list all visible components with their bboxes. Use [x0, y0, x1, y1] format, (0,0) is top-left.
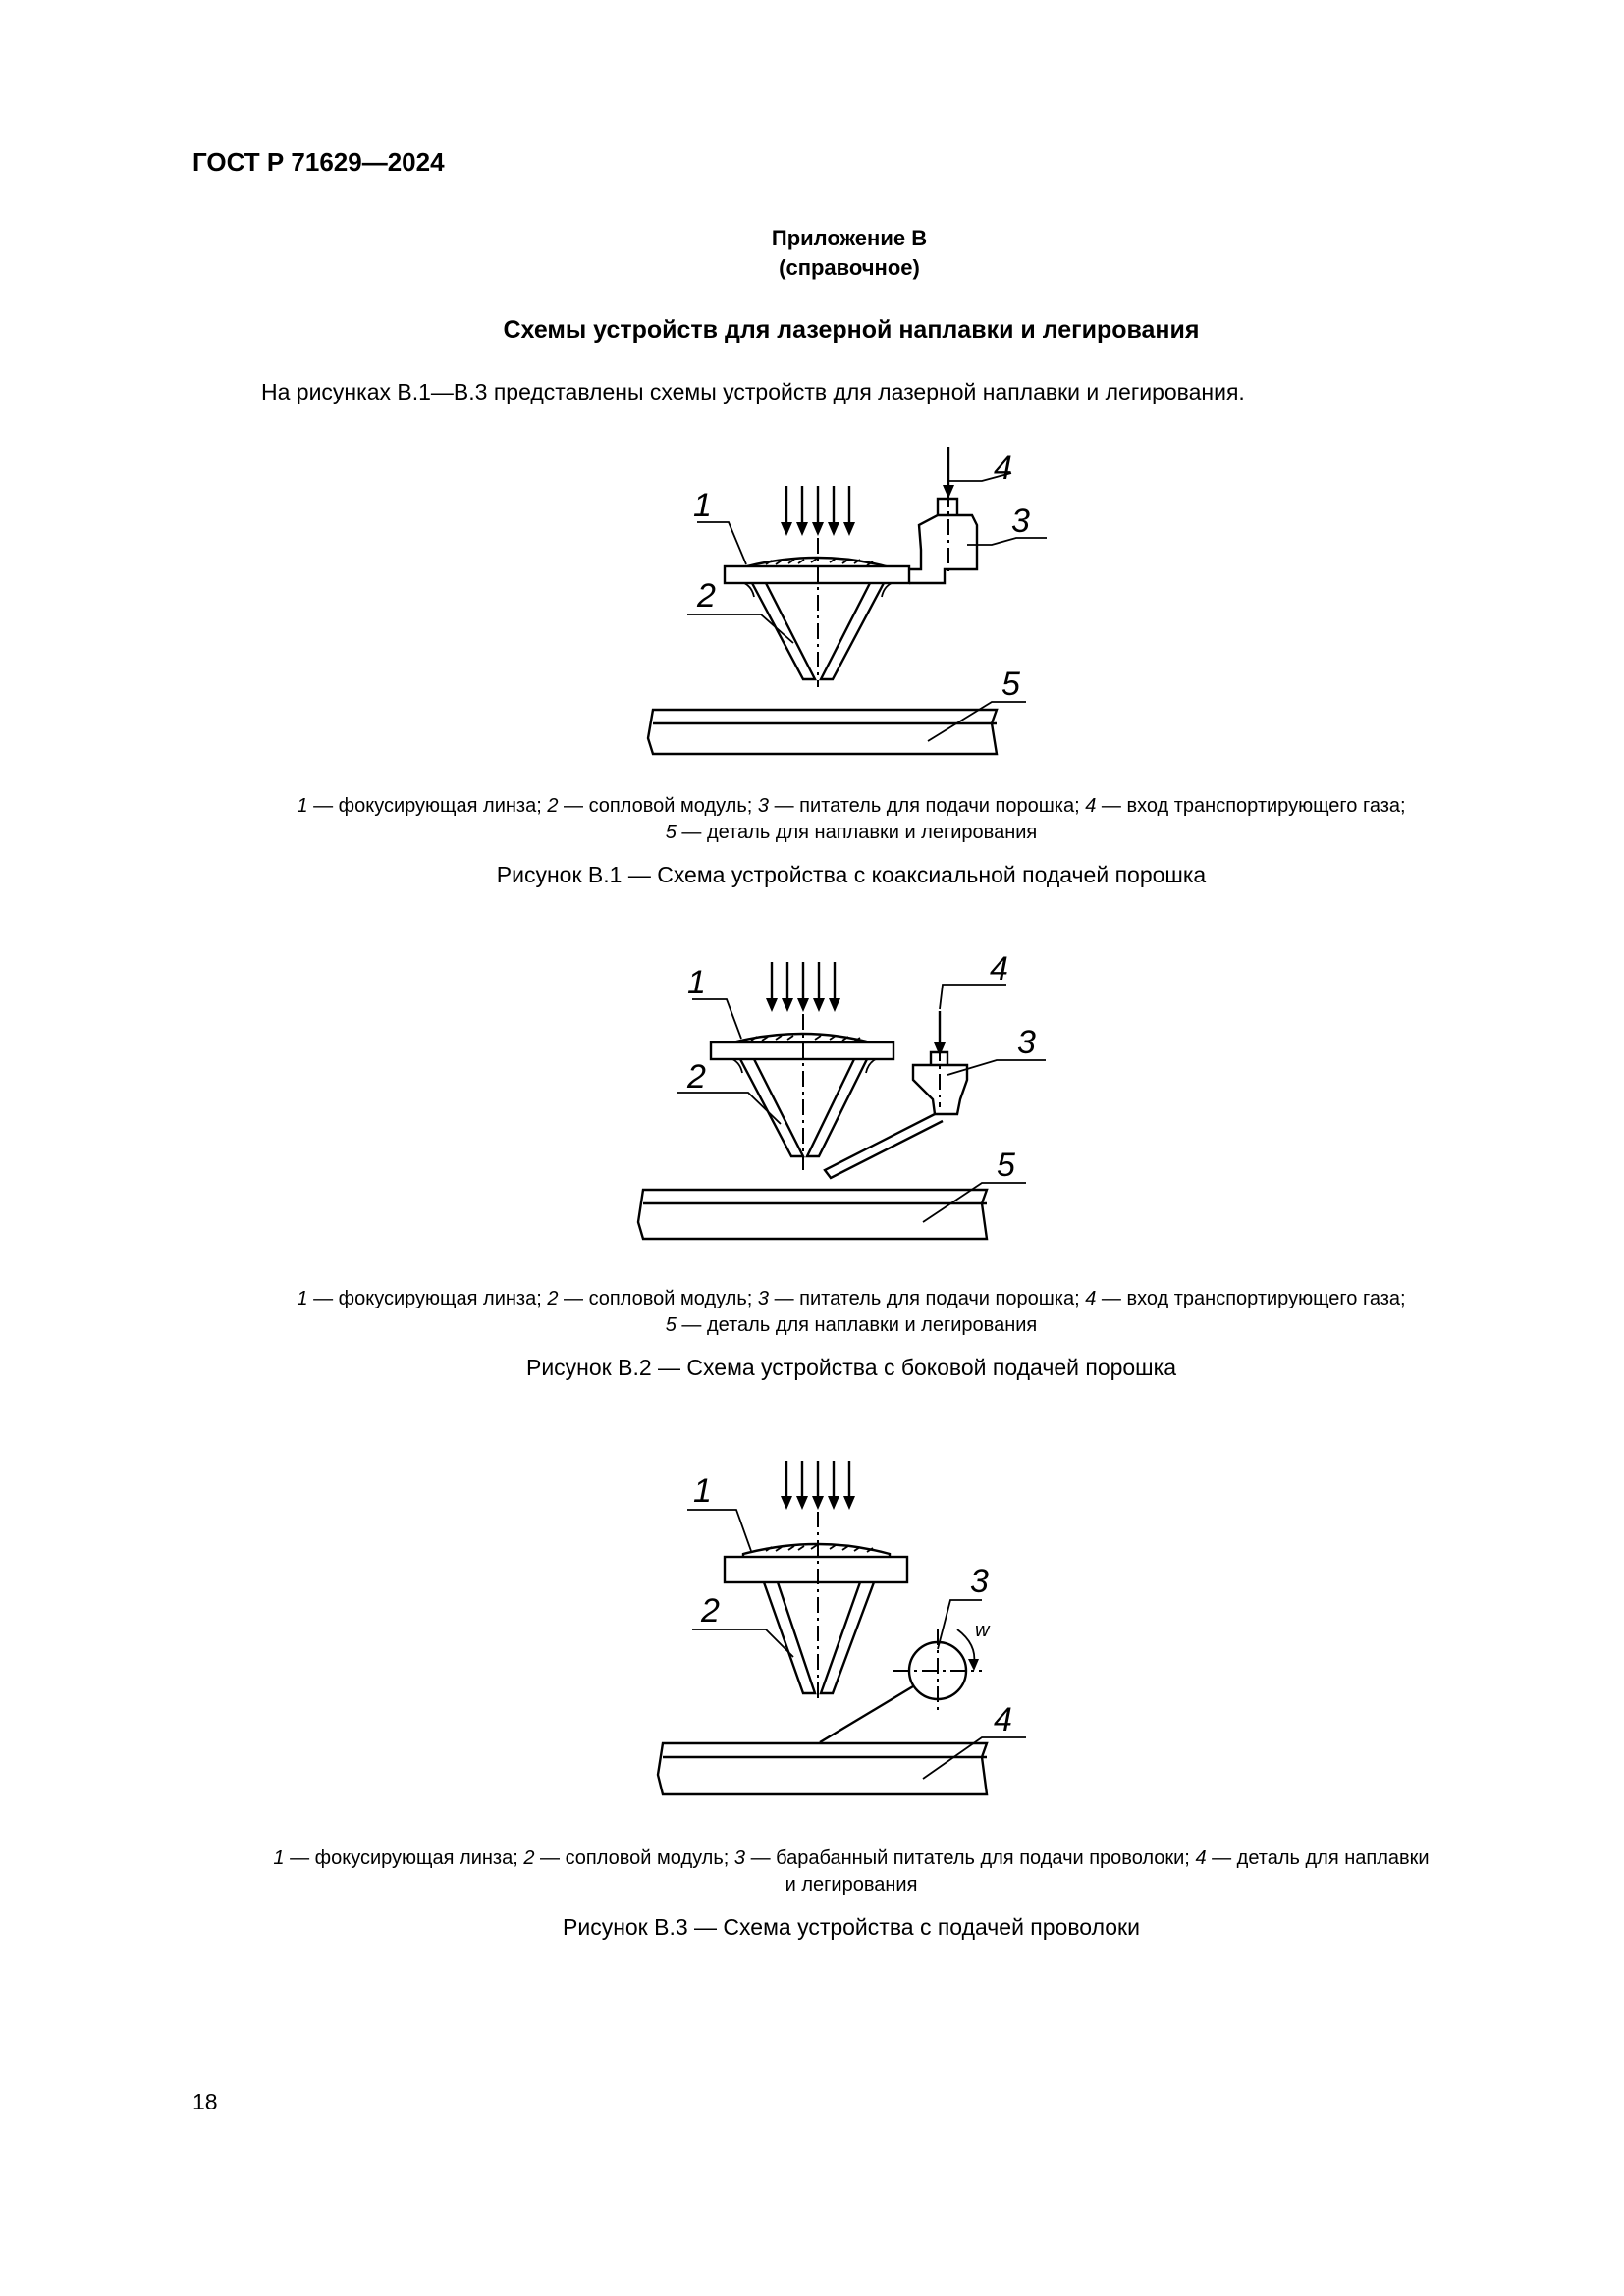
figure-3-legend: 1 — фокусирующая линза; 2 — сопловой модуль; 3 — барабанный питатель для подачи проволоки; 4 — деталь для наплавки и легирования — [273, 1847, 1430, 1896]
fig1-label-3: 3 — [1011, 503, 1030, 540]
page-number: 18 — [192, 2089, 218, 2114]
figure-1-legend: 1 — фокусирующая линза; 2 — сопловой модуль; 3 — питатель для подачи порошка; 4 — вход транспортирующего газа; 5 — деталь для наплавки и легирования — [297, 795, 1406, 843]
section-title: Схемы устройств для лазерной наплавки и легирования — [503, 316, 1200, 344]
wire — [820, 1686, 913, 1742]
fig3-label-w: w — [975, 1620, 990, 1641]
laser-beam-arrows — [781, 1461, 855, 1510]
appendix-title: Приложение В — [771, 226, 928, 250]
fig3-label-4: 4 — [994, 1701, 1012, 1738]
figure-3-caption: Рисунок В.3 — Схема устройства с подачей проволоки — [563, 1914, 1140, 1940]
fig1-label-5: 5 — [1001, 666, 1020, 703]
figure-1-caption: Рисунок В.1 — Схема устройства с коаксиальной подачей порошка — [496, 862, 1207, 887]
fig1-label-2: 2 — [697, 577, 716, 614]
nozzle-flange — [725, 1557, 907, 1582]
fig2-label-3: 3 — [1017, 1024, 1036, 1061]
fig1-label-1: 1 — [693, 487, 712, 524]
appendix-subtitle: (справочное) — [779, 255, 920, 280]
fig2-label-4: 4 — [990, 950, 1008, 988]
figure-2-caption: Рисунок В.2 — Схема устройства с боковой подачей порошка — [525, 1355, 1176, 1380]
figure-2-legend: 1 — фокусирующая линза; 2 — сопловой модуль; 3 — питатель для подачи порошка; 4 — вход транспортирующего газа; 5 — деталь для наплавки и легирования — [297, 1288, 1406, 1336]
fig3-label-1: 1 — [693, 1472, 712, 1510]
fig3-label-2: 2 — [701, 1592, 720, 1629]
intro-paragraph: На рисунках В.1—В.3 представлены схемы устройств для лазерной наплавки и легирования. — [261, 379, 1245, 404]
fig2-label-1: 1 — [687, 964, 706, 1001]
fig3-label-3: 3 — [970, 1563, 989, 1600]
fig2-label-5: 5 — [997, 1147, 1015, 1184]
fig2-label-2: 2 — [687, 1058, 706, 1095]
fig1-label-4: 4 — [994, 450, 1012, 487]
document-header: ГОСТ Р 71629—2024 — [192, 147, 445, 177]
